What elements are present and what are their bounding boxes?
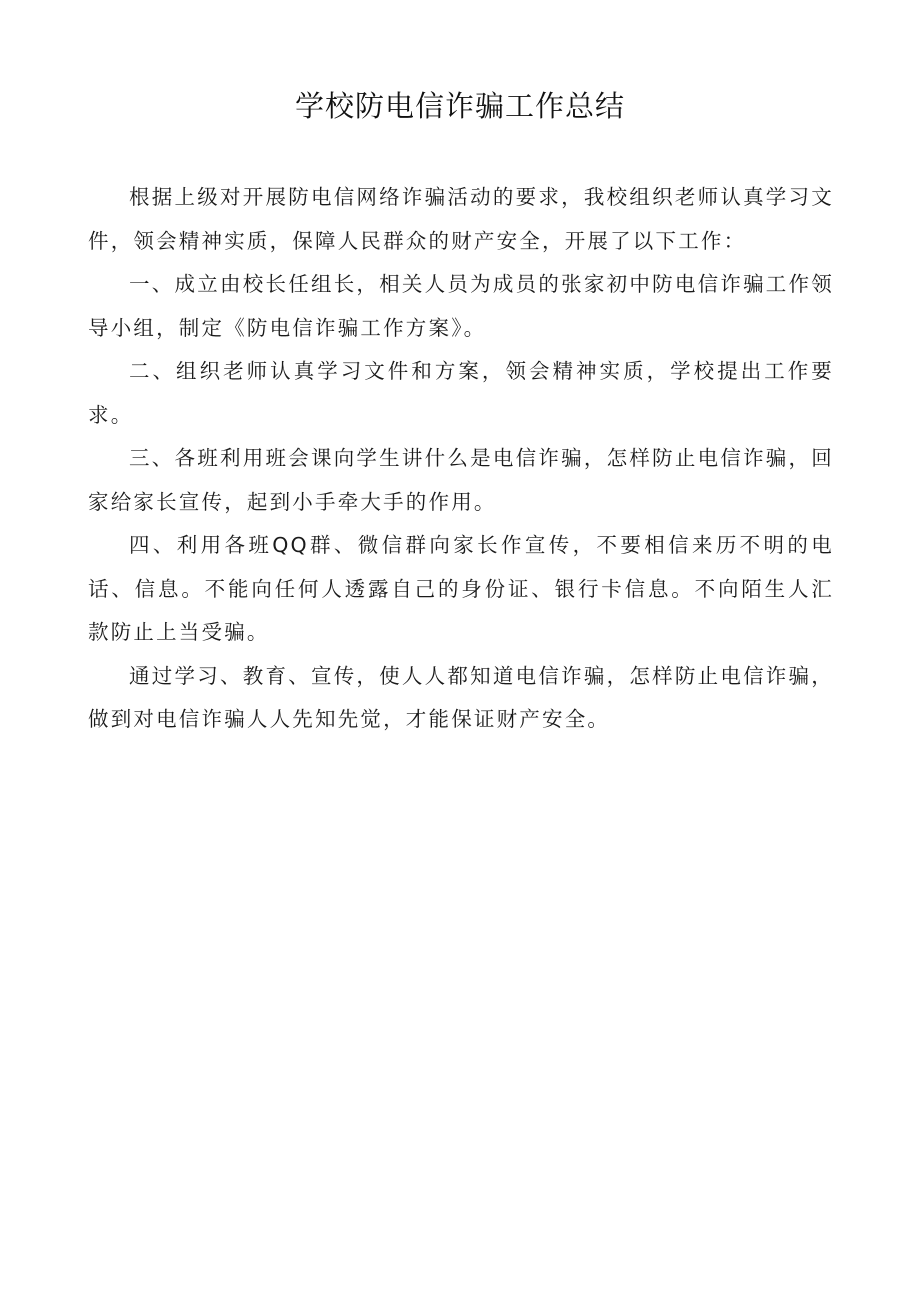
paragraph-conclusion: 通过学习、教育、宣传，使人人都知道电信诈骗，怎样防止电信诈骗，做到对电信诈骗人人先知先觉，才能保证财产安全。 xyxy=(88,663,834,731)
paragraph-item-3: 三、各班利用班会课向学生讲什么是电信诈骗，怎样防止电信诈骗，回家给家长宣传，起到小手牵大手的作用。 xyxy=(88,446,834,514)
document-title: 学校防电信诈骗工作总结 xyxy=(294,89,625,123)
paragraph-item-1: 一、成立由校长任组长，相关人员为成员的张家初中防电信诈骗工作领导小组，制定《防电信诈骗工作方案》。 xyxy=(88,272,834,340)
paragraph-item-2: 二、组织老师认真学习文件和方案，领会精神实质，学校提出工作要求。 xyxy=(88,359,834,427)
document-body xyxy=(88,176,834,742)
paragraph-intro: 根据上级对开展防电信网络诈骗活动的要求，我校组织老师认真学习文件，领会精神实质，保障人民群众的财产安全，开展了以下工作： xyxy=(88,185,834,253)
paragraph-item-4: 四、利用各班QQ群、微信群向家长作宣传，不要相信来历不明的电话、信息。不能向任何人透露自己的身份证、银行卡信息。不向陌生人汇款防止上当受骗。 xyxy=(88,533,834,644)
